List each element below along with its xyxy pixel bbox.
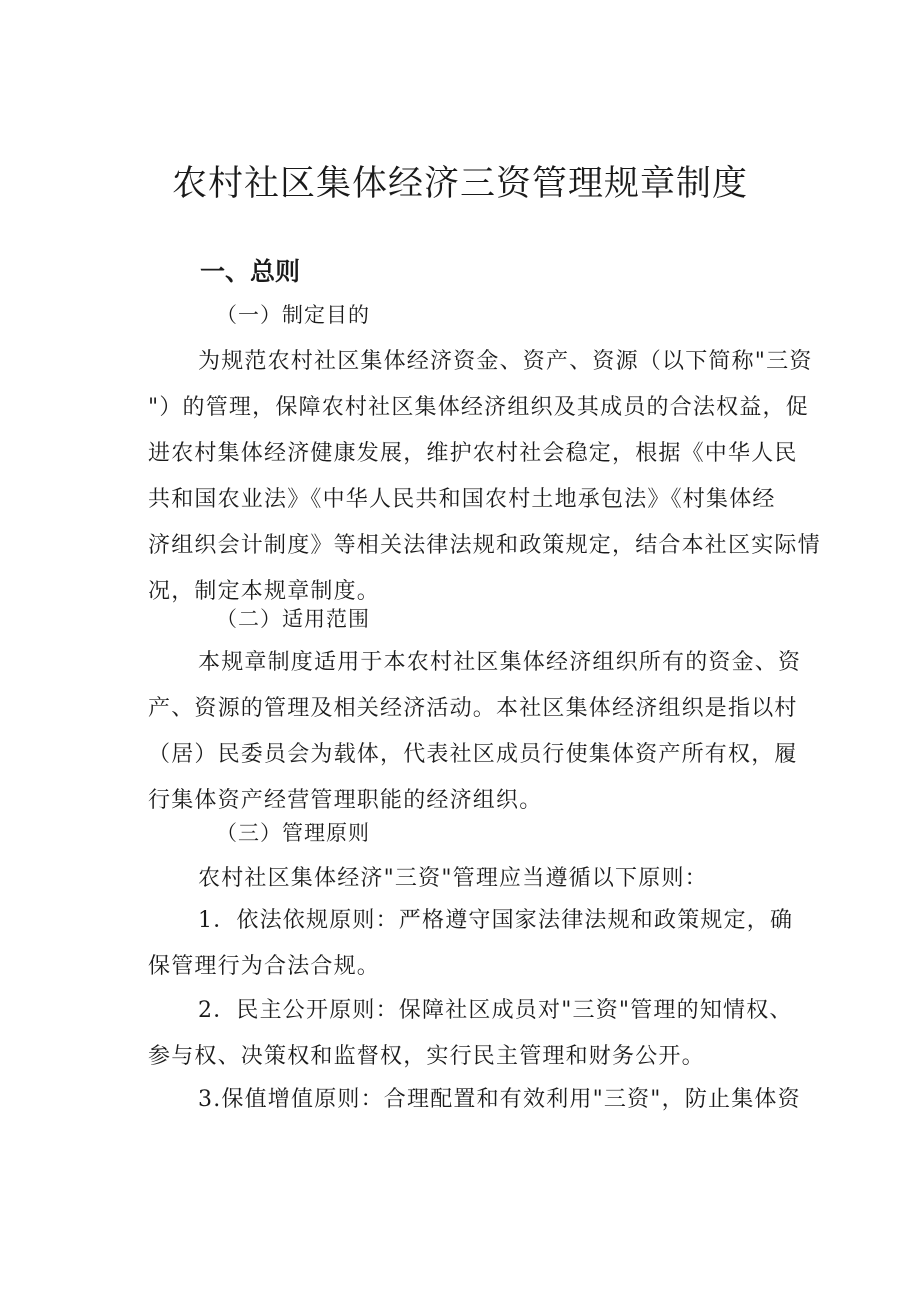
subsection-heading-principles: （三）管理原则 [216,821,370,845]
paragraph-principle-legal [148,898,800,990]
text-line: 行集体资产经营管理职能的经济组织。 [148,788,543,813]
text-line: （居）民委员会为载体，代表社区成员行使集体资产所有权，履 [148,742,798,767]
text-line: 济组织会计制度》等相关法律法规和政策规定，结合本社区实际情 [148,533,821,558]
text-line: 进农村集体经济健康发展，维护农村社会稳定，根据《中华人民 [148,441,798,466]
text-line: "）的管理，保障农村社区集体经济组织及其成员的合法权益，促 [148,395,809,420]
paragraph-scope [148,640,800,824]
text-line: 保管理行为合法合规。 [148,954,381,979]
document-title: 农村社区集体经济三资管理规章制度 [171,164,748,204]
subsection-heading-scope: （二）适用范围 [216,607,370,631]
subsection-heading-purpose: （一）制定目的 [216,303,370,327]
text-line: 况，制定本规章制度。 [148,579,381,604]
text-line: 1．依法依规原则：严格遵守国家法律法规和政策规定，确 [198,908,794,933]
text-line: 2．民主公开原则：保障社区成员对"三资"管理的知情权、 [198,998,793,1023]
text-line: 参与权、决策权和监督权，实行民主管理和财务公开。 [148,1044,705,1069]
paragraph-principle-value [148,1077,800,1123]
section-heading-general: 一、总则 [200,257,301,286]
paragraph-purpose [148,339,821,615]
paragraph-principles-intro [148,856,800,902]
paragraph-principle-democratic [148,988,800,1080]
text-line: 本规章制度适用于本农村社区集体经济组织所有的资金、资 [198,650,802,675]
text-line: 农村社区集体经济"三资"管理应当遵循以下原则： [198,866,708,891]
text-line: 共和国农业法》《中华人民共和国农村土地承包法》《村集体经 [148,487,776,512]
text-line: 3.保值增值原则：合理配置和有效利用"三资"，防止集体资 [198,1087,801,1112]
text-line: 产、资源的管理及相关经济活动。本社区集体经济组织是指以村 [148,696,798,721]
text-line: 为规范农村社区集体经济资金、资产、资源（以下简称"三资 [198,349,813,374]
